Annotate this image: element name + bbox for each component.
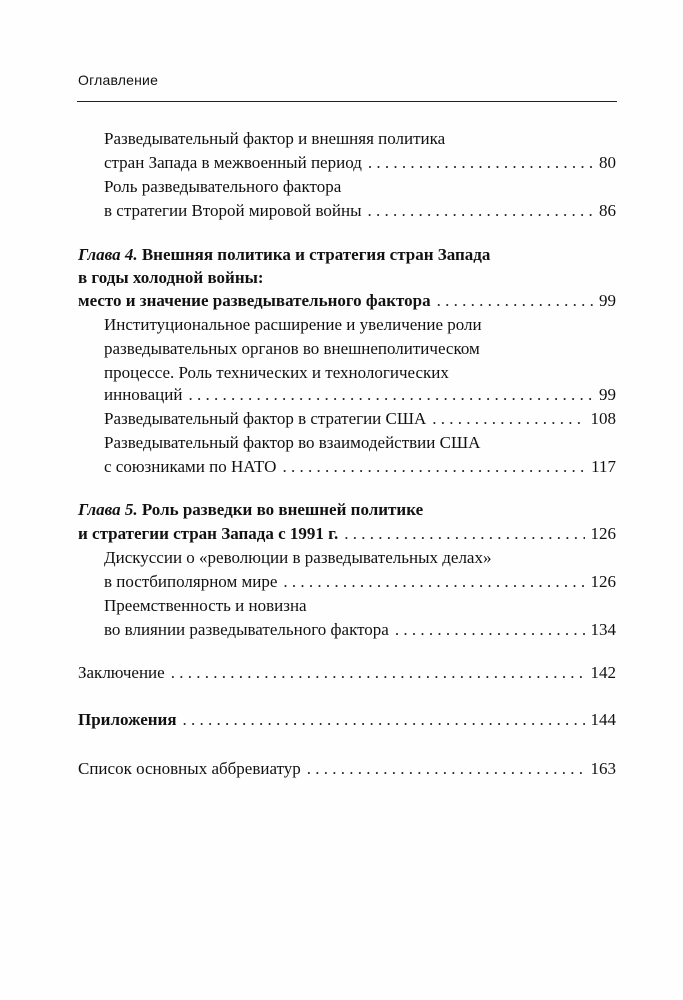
toc-line	[104, 338, 616, 359]
dot-leader	[395, 619, 585, 640]
dot-leader	[283, 571, 584, 592]
dot-leader	[368, 152, 593, 173]
toc-entry-text: Приложения	[78, 710, 177, 729]
page-number: 134	[590, 620, 616, 639]
page-number: 80	[599, 153, 616, 172]
dot-leader	[307, 758, 585, 779]
toc-entry[interactable]	[78, 709, 616, 730]
page-number: 126	[590, 524, 616, 543]
chapter-title	[78, 267, 616, 288]
page-number: 126	[590, 572, 616, 591]
toc-entry-text: стран Запада в межвоенный период	[104, 153, 362, 172]
toc-entry-text: Роль разведывательного фактора	[104, 177, 342, 196]
chapter-title-text: место и значение разведывательного фактора	[78, 291, 431, 310]
toc-entry[interactable]	[104, 619, 616, 640]
toc-line	[104, 176, 616, 197]
dot-leader	[188, 384, 593, 405]
toc-entry[interactable]	[104, 408, 616, 429]
toc-line	[104, 432, 616, 453]
chapter-title	[78, 499, 616, 520]
toc-entry[interactable]	[78, 290, 616, 311]
page-number: 108	[590, 409, 616, 428]
toc-entry-text: Разведывательный фактор и внешняя политика	[104, 129, 446, 148]
chapter-title-text: Внешняя политика и стратегия стран Запада	[141, 245, 491, 264]
toc-line	[104, 547, 616, 568]
page-number: 99	[599, 385, 616, 404]
dot-leader	[171, 662, 585, 683]
chapter-label: Глава 5.	[78, 500, 138, 519]
chapter-title-text: и стратегии стран Запада с 1991 г.	[78, 524, 339, 543]
toc-line	[104, 314, 616, 335]
toc-entry-text: Заключение	[78, 663, 165, 682]
toc-entry[interactable]	[104, 571, 616, 592]
page-number: 117	[591, 457, 616, 476]
toc-entry[interactable]	[104, 384, 616, 405]
page-number: 144	[590, 710, 616, 729]
dot-leader	[368, 200, 594, 221]
dot-leader	[344, 523, 584, 544]
chapter-label: Глава 4.	[78, 245, 138, 264]
toc-line	[104, 362, 616, 383]
header-rule	[77, 101, 617, 102]
toc-entry[interactable]	[104, 152, 616, 173]
page-number: 99	[599, 291, 616, 310]
toc-line	[104, 595, 616, 616]
toc-entry[interactable]	[78, 758, 616, 779]
dot-leader	[183, 709, 585, 730]
chapter-title-text: Роль разведки во внешней политике	[141, 500, 424, 519]
page-number: 163	[590, 759, 616, 778]
page-number: 142	[590, 663, 616, 682]
toc-entry-text: процессе. Роль технических и технологических	[104, 363, 449, 382]
dot-leader	[432, 408, 584, 429]
toc-entry-text: Дискуссии о «революции в разведывательных делах»	[104, 548, 492, 567]
dot-leader	[437, 290, 593, 311]
toc-entry-text: в стратегии Второй мировой войны	[104, 201, 362, 220]
toc-entry[interactable]	[78, 662, 616, 683]
page-number: 86	[599, 201, 616, 220]
toc-entry-text: Разведывательный фактор в стратегии США	[104, 409, 427, 428]
chapter-title	[78, 244, 616, 265]
toc-entry-text: с союзниками по НАТО	[104, 457, 277, 476]
toc-entry-text: разведывательных органов во внешнеполитическом	[104, 339, 480, 358]
dot-leader	[282, 456, 585, 477]
toc-entry[interactable]	[78, 523, 616, 544]
toc-entry[interactable]	[104, 200, 616, 221]
toc-entry-text: Список основных аббревиатур	[78, 759, 301, 778]
running-header: Оглавление	[78, 72, 159, 88]
toc-entry[interactable]	[104, 456, 616, 477]
toc-entry-text: Разведывательный фактор во взаимодействии США	[104, 433, 481, 452]
toc-line	[104, 128, 616, 149]
toc-entry-text: в постбиполярном мире	[104, 572, 278, 591]
toc-entry-text: во влиянии разведывательного фактора	[104, 620, 389, 639]
toc-entry-text: Институциональное расширение и увеличение роли	[104, 315, 482, 334]
chapter-title-text: в годы холодной войны:	[78, 268, 264, 287]
toc-entry-text: Преемственность и новизна	[104, 596, 307, 615]
toc-entry-text: инноваций	[104, 385, 183, 404]
